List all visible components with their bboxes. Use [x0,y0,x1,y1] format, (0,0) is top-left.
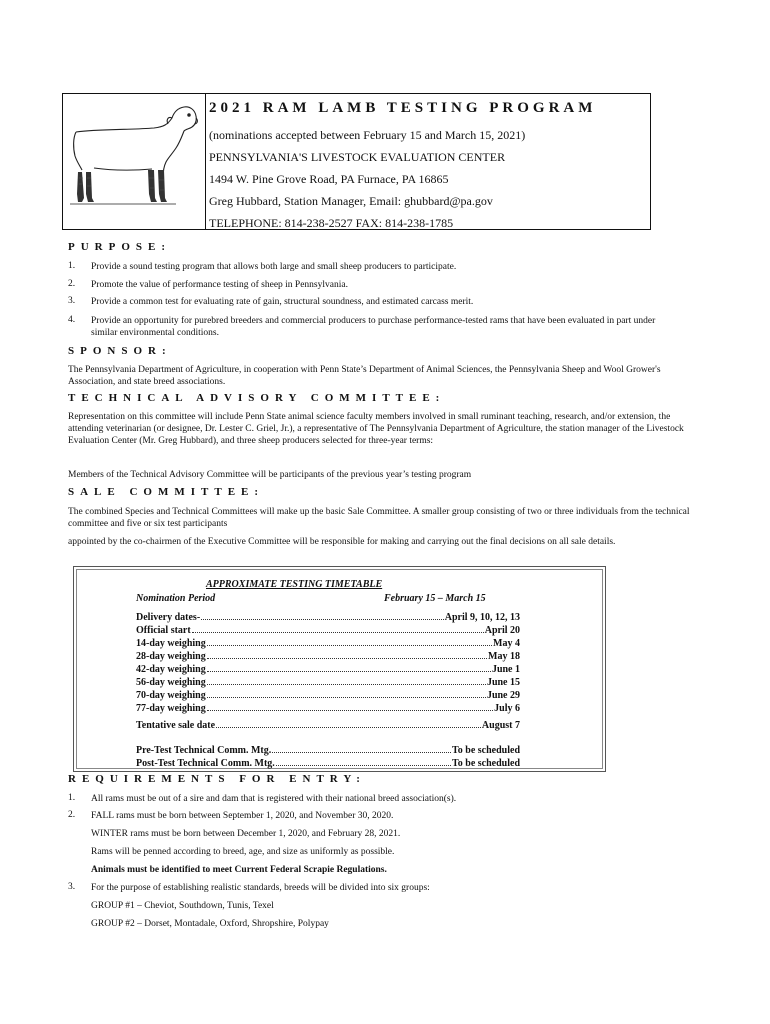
purpose-item-3: Provide a common test for evaluating rate of gain, structural soundness, and estimated carcass merit. [91,297,474,307]
dot-leader [207,645,492,646]
timetable-row-value: August 7 [481,720,520,731]
dot-leader [207,658,487,659]
center-name-line: PENNSYLVANIA'S LIVESTOCK EVALUATION CENTER [209,150,506,164]
nomination-dates-line: (nominations accepted between February 15 and March 15, 2021) [209,128,526,142]
purpose-num-4: 4. [68,315,76,325]
purpose-num-1: 1. [68,261,76,271]
timetable-row-value: May 18 [488,651,520,662]
technical-text: Representation on this committee will include Penn State animal science faculty members involved in small ruminant teaching, research, and/or extension, the attending veterinarian (or designee, Dr. Lester C. Griel, Jr.), a representative of The Pennsylvania Department of Agriculture, the station manager of the Livestock Evaluation Center (Mr. Greg Hubbard), and three sheep producers selected for three-year terms: [68,412,684,446]
dot-leader [276,765,451,766]
header-divider [205,93,206,230]
requirements-heading: REQUIREMENTS FOR ENTRY: [68,773,366,785]
dot-leader [207,684,486,685]
timetable-row [136,651,520,662]
dot-leader [201,619,444,620]
sheep-illustration [68,98,200,210]
timetable-row [136,690,520,701]
req-item-2d: Animals must be identified to meet Current Federal Scrapie Regulations. [91,865,387,875]
sale-text-2: appointed by the co-chairmen of the Executive Committee will be responsible for making and carrying out the final decisions on all sale details. [68,537,616,547]
timetable-row [136,625,520,636]
timetable-row-value: April 9, 10, 12, 13 [444,612,520,623]
timetable-row [136,745,520,756]
purpose-heading: PURPOSE: [68,241,171,253]
timetable-row [136,703,520,714]
dot-leader [207,697,486,698]
dot-leader [216,727,481,728]
purpose-num-3: 3. [68,296,76,306]
req-item-2b: WINTER rams must be born between December 1, 2020, and February 28, 2021. [91,829,401,839]
timetable-title: APPROXIMATE TESTING TIMETABLE [206,579,383,590]
req-item-2c: Rams will be penned according to breed, age, and size as uniformly as possible. [91,847,395,857]
address-line: 1494 W. Pine Grove Road, PA Furnace, PA 16865 [209,172,449,186]
timetable-row-label: 77-day weighing [136,703,206,714]
timetable-row-label: Post-Test Technical Comm. Mtg. [136,758,275,769]
timetable-row-label: 56-day weighing [136,677,206,688]
timetable-row-label: Official start [136,625,191,636]
timetable-row-label: 42-day weighing [136,664,206,675]
nomination-period-value: February 15 – March 15 [384,593,486,604]
telephone-line: TELEPHONE: 814-238-2527 FAX: 814-238-1785 [209,216,454,230]
timetable-row [136,612,520,623]
timetable-row [136,720,520,731]
group-1: GROUP #1 – Cheviot, Southdown, Tunis, Texel [91,901,274,911]
timetable-row-label: 28-day weighing [136,651,206,662]
sponsor-text: The Pennsylvania Department of Agriculture, in cooperation with Penn State’s Department of Animal Sciences, the Pennsylvania Sheep and Wool Grower's Association, and state breed associations. [68,365,661,387]
req-num-3: 3. [68,882,76,892]
timetable-row-value: To be scheduled [452,758,520,769]
sponsor-heading: SPONSOR: [68,345,172,357]
timetable-row-label: 70-day weighing [136,690,206,701]
req-num-1: 1. [68,793,76,803]
timetable-row-value: To be scheduled [452,745,520,756]
page-title: 2021 RAM LAMB TESTING PROGRAM [209,100,597,116]
technical-heading: TECHNICAL ADVISORY COMMITTEE: [68,392,446,404]
nomination-period-label: Nomination Period [136,593,216,604]
purpose-num-2: 2. [68,279,76,289]
timetable-row-value: July 6 [494,703,520,714]
timetable-row-label: 14-day weighing [136,638,206,649]
sale-heading: SALE COMMITTEE: [68,486,265,498]
timetable-row-value: June 1 [491,664,520,675]
dot-leader [207,710,493,711]
req-item-2: FALL rams must be born between September 1, 2020, and November 30, 2020. [91,811,394,821]
timetable-row [136,758,520,769]
timetable-row-label: Tentative sale date [136,720,216,731]
req-item-1: All rams must be out of a sire and dam that is registered with their national breed association(s). [91,794,457,804]
timetable-row-value: May 4 [493,638,520,649]
timetable-row-value: June 15 [486,677,520,688]
req-item-3: For the purpose of establishing realistic standards, breeds will be divided into six groups: [91,883,430,893]
purpose-item-1: Provide a sound testing program that allows both large and small sheep producers to participate. [91,262,457,272]
timetable-row-value: June 29 [486,690,520,701]
dot-leader [207,671,491,672]
timetable-row [136,638,520,649]
timetable-row-label: Delivery dates- [136,612,201,623]
req-num-2: 2. [68,810,76,820]
purpose-item-4: Provide an opportunity for purebred breeders and commercial producers to purchase performance-tested rams that have been evaluated in part under similar environmental conditions. [91,316,656,338]
dot-leader [192,632,484,633]
technical-members-text: Members of the Technical Advisory Committee will be participants of the previous year’s testing program [68,470,472,480]
sale-text-1: The combined Species and Technical Committees will make up the basic Sale Committee. A smaller group consisting of two or three individuals from the technical committee and five or six test participants [68,507,690,529]
group-2: GROUP #2 – Dorset, Montadale, Oxford, Shropshire, Polypay [91,919,329,929]
contact-line: Greg Hubbard, Station Manager, Email: ghubbard@pa.gov [209,194,493,208]
timetable-row-value: April 20 [484,625,520,636]
timetable-row [136,677,520,688]
timetable-row-label: Pre-Test Technical Comm. Mtg. [136,745,272,756]
timetable-row [136,664,520,675]
purpose-item-2: Promote the value of performance testing of sheep in Pennsylvania. [91,280,348,290]
dot-leader [272,752,451,753]
